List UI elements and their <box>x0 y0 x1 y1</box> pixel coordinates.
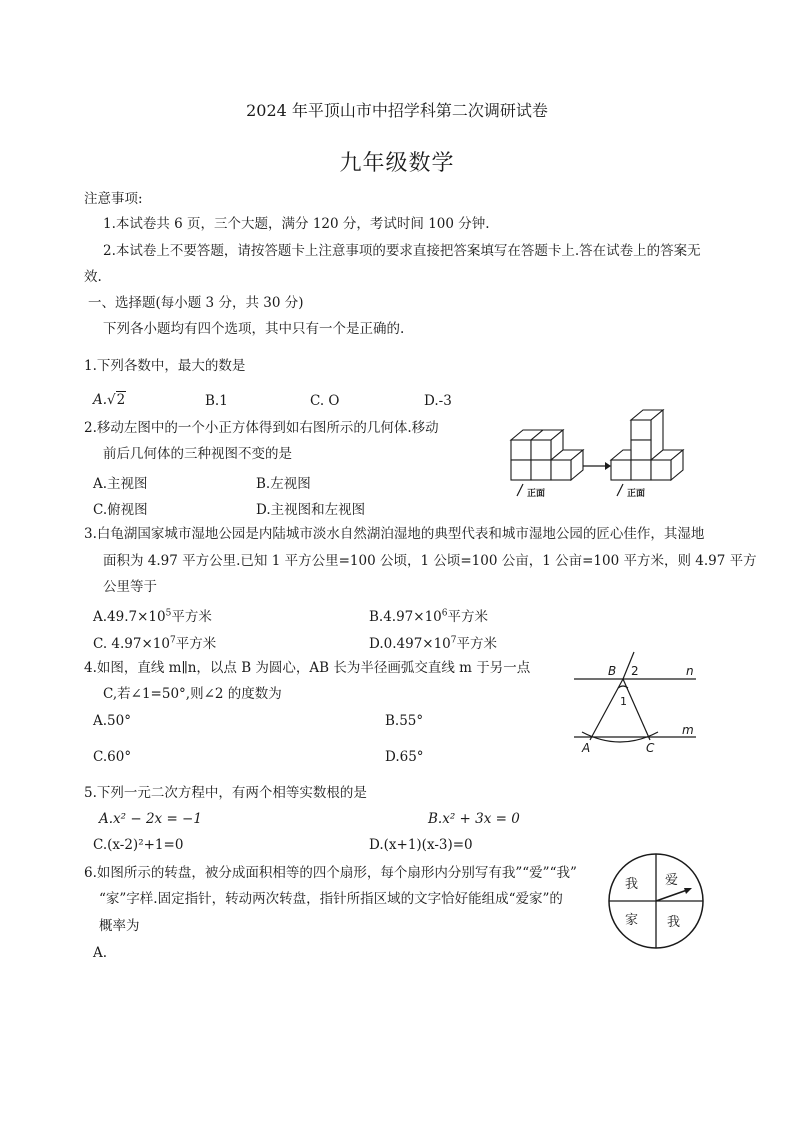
label-a: A <box>582 741 591 755</box>
notice-item-2-line-1: 2.本试卷上不要答题，请按答题卡上注意事项的要求直接把答案填写在答题卡上.答在试卷上的答案无 <box>103 243 701 259</box>
exam-title: 2024 年平顶山市中招学科第二次调研试卷 <box>246 101 548 120</box>
question-3-stem-line-3: 公里等于 <box>103 579 157 595</box>
front-label-right: 正面 <box>627 489 646 499</box>
spinner-sector-top-right: 爱 <box>665 873 679 888</box>
option-d-base: D.0.497×10 <box>369 636 451 652</box>
question-5-option-d: D.(x+1)(x-3)=0 <box>369 837 473 853</box>
option-c-unit: 平方米 <box>175 636 217 652</box>
option-a-base: A.49.7×10 <box>93 609 166 625</box>
question-4-stem-line-1: 4.如图，直线 m∥n，以点 B 为圆心，AB 长为半径画弧交直线 m 于另一点 <box>84 660 531 676</box>
option-d-unit: 平方米 <box>456 636 498 652</box>
spinner-sector-bottom-left: 家 <box>625 913 639 928</box>
question-5-option-b: B.x² + 3x = 0 <box>428 811 520 827</box>
question-2-option-a: A.主视图 <box>93 476 148 492</box>
notice-heading: 注意事项: <box>84 191 143 207</box>
question-4-option-d: D.65° <box>385 749 424 765</box>
segment-ba <box>590 679 623 740</box>
question-6-stem-line-1: 6.如图所示的转盘，被分成面积相等的四个扇形，每个扇形内分别写有我”“爱”“我” <box>84 865 577 881</box>
question-2-option-b: B.左视图 <box>256 476 311 492</box>
question-3-option-b <box>369 605 488 625</box>
spinner-sector-bottom-right: 我 <box>667 915 681 930</box>
option-b-exp: 6 <box>441 608 448 619</box>
geometry-figure <box>568 648 703 758</box>
notice-item-2-line-2: 效. <box>84 269 102 285</box>
option-b-base: B.4.97×10 <box>369 609 442 625</box>
section-instruction: 下列各小题均有四个选项，其中只有一个是正确的. <box>103 321 405 337</box>
cube-figure <box>505 408 695 504</box>
section-heading: 一、选择题(每小题 3 分，共 30 分) <box>88 295 304 311</box>
option-a-unit: 平方米 <box>171 609 212 625</box>
question-3-option-a <box>93 605 212 625</box>
question-6-stem-line-3: 概率为 <box>99 918 140 934</box>
option-c-base: C. 4.97×10 <box>93 636 170 652</box>
label-angle-1: 1 <box>620 695 627 708</box>
question-2-stem-line-1: 2.移动左图中的一个小正方体得到如右图所示的几何体.移动 <box>84 420 439 436</box>
label-n: n <box>686 664 694 678</box>
question-3-stem-line-2: 面积为 4.97 平方公里.已知 1 平方公里=100 公顷，1 公顷=100 公亩，1 公亩=100 平方米，则 4.97 平方 <box>103 553 757 569</box>
segment-bc <box>623 679 650 740</box>
option-d-exp: 7 <box>450 635 457 646</box>
radicand: 2 <box>116 392 126 408</box>
option-a-exp: 5 <box>165 608 172 619</box>
spinner-sector-top-left: 我 <box>625 877 639 892</box>
question-5-stem: 5.下列一元二次方程中，有两个相等实数根的是 <box>84 785 367 801</box>
question-1-option-c: C. O <box>310 393 340 409</box>
question-1-option-b: B.1 <box>205 393 228 409</box>
notice-item-1: 1.本试卷共 6 页，三个大题，满分 120 分，考试时间 100 分钟. <box>103 216 490 232</box>
question-6-option-a: A. <box>93 945 108 961</box>
question-1-stem: 1.下列各数中，最大的数是 <box>84 358 246 374</box>
sqrt-symbol: √ <box>107 392 116 408</box>
question-4-stem-line-2: C,若∠1=50°,则∠2 的度数为 <box>103 686 282 702</box>
front-label-left: 正面 <box>527 489 546 499</box>
question-6-stem-line-2: “家”字样.固定指针，转动两次转盘，指针所指区域的文字恰好能组成“爱家”的 <box>99 891 563 907</box>
question-4-option-c: C.60° <box>93 749 132 765</box>
option-b-unit: 平方米 <box>447 609 488 625</box>
question-2-option-d: D.主视图和左视图 <box>256 502 366 518</box>
question-5-option-c: C.(x-2)²+1=0 <box>93 837 184 853</box>
question-2-stem-line-2: 前后几何体的三种视图不变的是 <box>103 446 292 462</box>
question-5-option-a: A.x² − 2x = −1 <box>99 811 202 827</box>
question-3-stem-line-1: 3.白龟湖国家城市湿地公园是内陆城市淡水自然湖泊湿地的典型代表和城市湿地公园的匠心佳作，其湿地 <box>84 526 705 542</box>
question-3-option-d <box>369 632 497 652</box>
question-4-option-b: B.55° <box>385 713 424 729</box>
question-3-option-c <box>93 632 216 652</box>
left-solid <box>511 430 583 480</box>
transform-arrow <box>583 462 611 470</box>
label-c: C <box>646 741 655 755</box>
question-4-option-a: A.50° <box>93 713 131 729</box>
label-angle-2: 2 <box>631 664 639 678</box>
front-marker-right <box>617 484 623 496</box>
label-b: B <box>608 664 617 678</box>
option-c-exp: 7 <box>169 635 176 646</box>
right-solid <box>611 410 683 480</box>
front-marker-left <box>517 484 523 496</box>
spinner-figure <box>606 851 706 951</box>
question-1-option-a <box>93 392 126 408</box>
option-a-prefix: A. <box>93 392 108 408</box>
question-2-option-c: C.俯视图 <box>93 502 148 518</box>
question-1-option-d: D.-3 <box>424 393 452 409</box>
label-m: m <box>682 723 694 737</box>
subject-title: 九年级数学 <box>339 151 455 176</box>
